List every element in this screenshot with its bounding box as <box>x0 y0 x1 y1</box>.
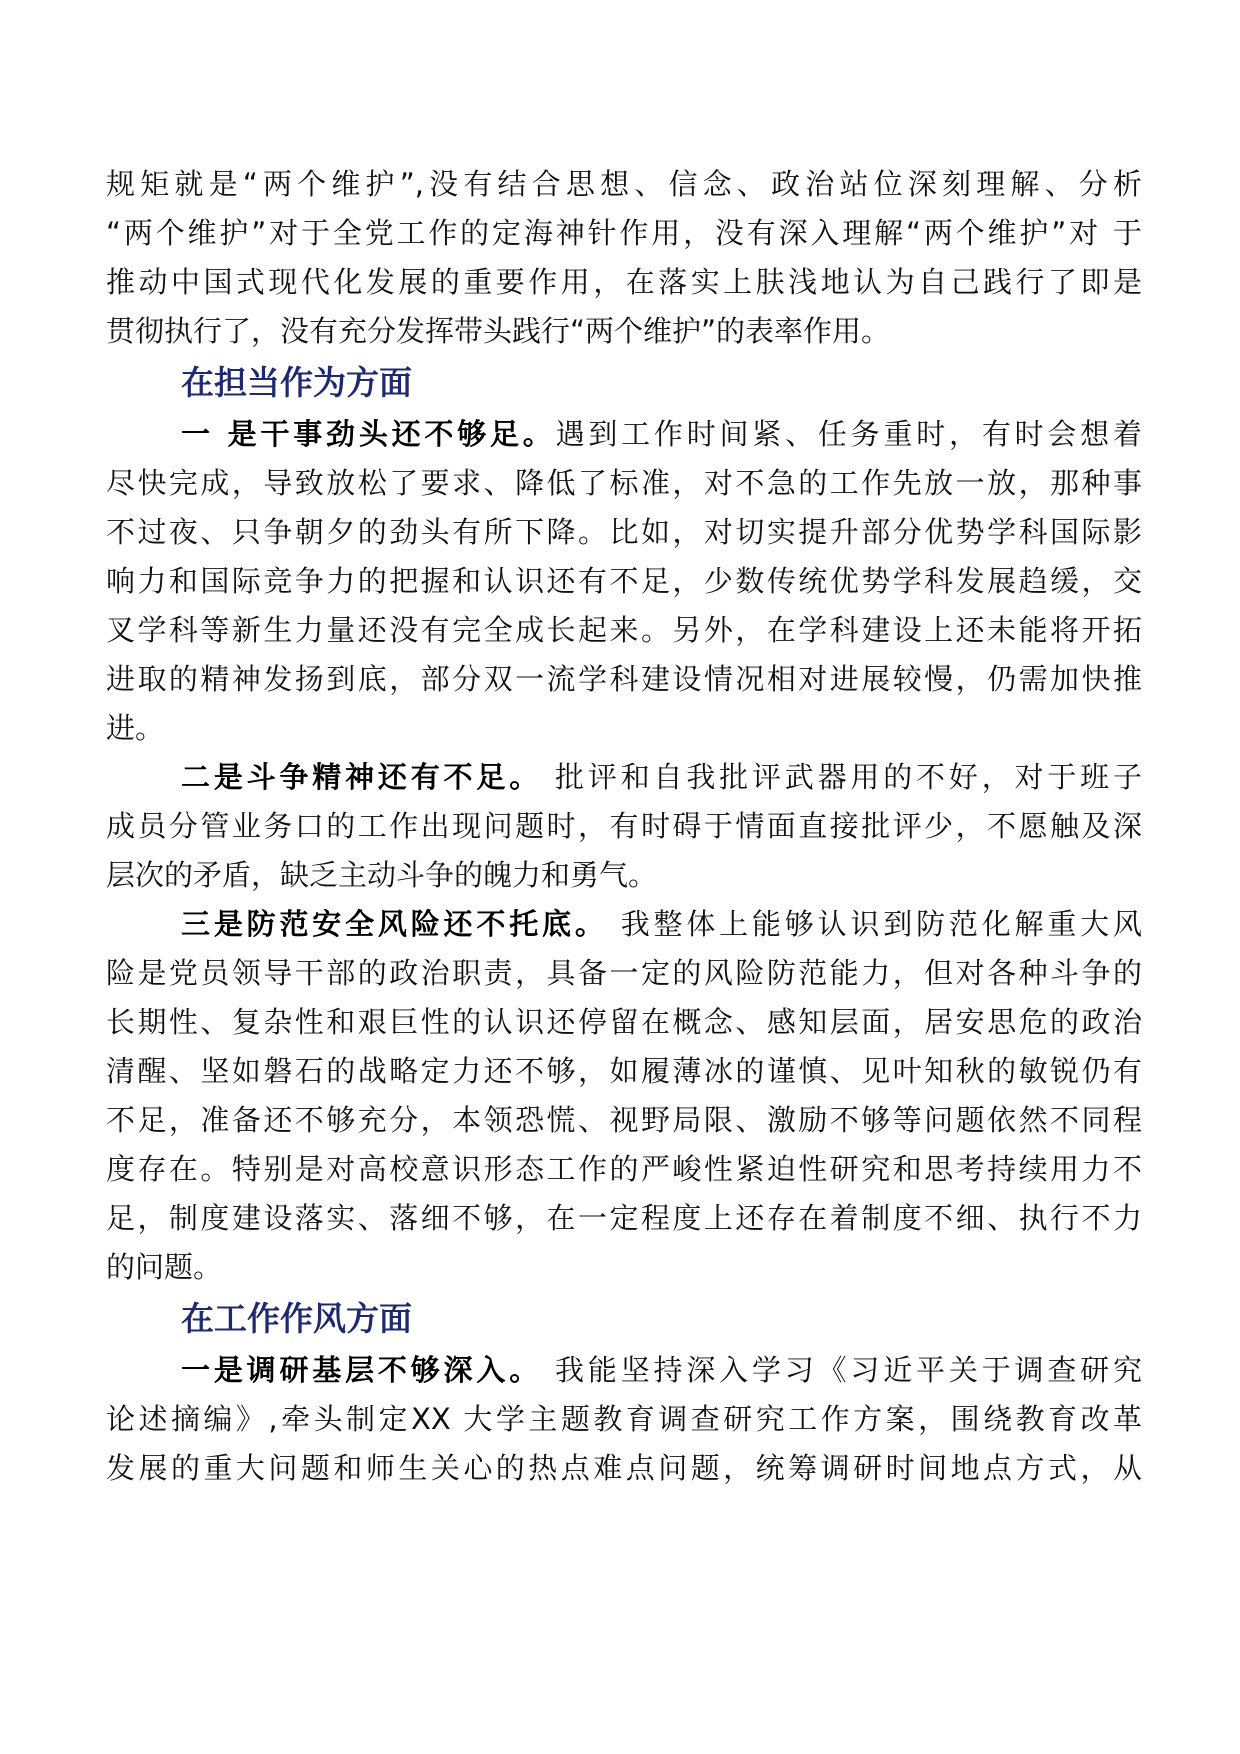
text-line: 不过夜、只争朝夕的劲头有所下降。比如，对切实提升部分优势学科国际影 <box>106 515 1142 549</box>
text-line: “两个维护”对于全党工作的定海神针作用，没有深入理解“两个维护”对 于 <box>106 216 1142 250</box>
text-line: 论述摘编》,牵头制定XX 大学主题教育调查研究工作方案，围绕教育改革 <box>106 1402 1142 1436</box>
text-line: 叉学科等新生力量还没有完全成长起来。另外，在学科建设上还未能将开拓 <box>106 613 1142 647</box>
text-line <box>106 1346 1142 1395</box>
section-heading-responsibility: 在担当作为方面 <box>181 363 412 402</box>
text-line: 尽快完成，导致放松了要求、降低了标准，对不急的工作先放一放，那种事 <box>106 466 1142 500</box>
text-line: 贯彻执行了，没有充分发挥带头践行“两个维护”的表率作用。 <box>106 314 891 348</box>
paragraph-item-struggle-spirit <box>106 753 1142 900</box>
text-line: 进。 <box>106 711 165 745</box>
paragraph-item-grassroots-research <box>106 1346 1142 1493</box>
item-text: 批评和自我批评武器用的不好，对于班子 <box>542 760 1142 794</box>
item-lead: 二是斗争精神还有不足。 <box>181 760 543 794</box>
text-line <box>106 900 1142 949</box>
text-line: 成员分管业务口的工作出现问题时，有时碍于情面直接批评少，不愿触及深 <box>106 809 1142 843</box>
text-line: 规矩就是“两个维护”,没有结合思想、信念、政治站位深刻理解、分析 <box>106 167 1142 201</box>
item-lead: 一 是干事劲头还不够足。 <box>181 417 556 451</box>
text-line: 发展的重大问题和师生关心的热点难点问题，统筹调研时间地点方式，从 <box>106 1451 1142 1485</box>
item-text: 我整体上能够认识到防范化解重大风 <box>607 907 1142 941</box>
text-line: 的问题。 <box>106 1250 223 1284</box>
text-line: 不足，准备还不够充分，本领恐慌、视野局限、激励不够等问题依然不同程 <box>106 1103 1142 1137</box>
section-heading-work-style: 在工作作风方面 <box>181 1299 412 1338</box>
text-line <box>106 410 1142 459</box>
text-line: 进取的精神发扬到底，部分双一流学科建设情况相对进展较慢，仍需加快推 <box>106 662 1142 696</box>
text-line: 度存在。特别是对高校意识形态工作的严峻性紧迫性研究和思考持续用力不 <box>106 1152 1142 1186</box>
text-line: 推动中国式现代化发展的重要作用，在落实上肤浅地认为自己践行了即是 <box>106 265 1142 299</box>
paragraph-item-security-risk <box>106 900 1142 1292</box>
document-body <box>106 160 1142 1493</box>
item-lead: 三是防范安全风险还不托底。 <box>181 907 608 941</box>
paragraph-item-work-drive <box>106 410 1142 753</box>
item-lead: 一是调研基层不够深入。 <box>181 1353 543 1387</box>
item-text: 遇到工作时间紧、任务重时，有时会想着 <box>555 417 1142 451</box>
text-line: 响力和国际竞争力的把握和认识还有不足，少数传统优势学科发展趋缓，交 <box>106 564 1142 598</box>
text-line: 足，制度建设落实、落细不够，在一定程度上还存在着制度不细、执行不力 <box>106 1201 1142 1235</box>
text-line: 险是党员领导干部的政治职责，具备一定的风险防范能力，但对各种斗争的 <box>106 956 1142 990</box>
text-line: 层次的矛盾，缺乏主动斗争的魄力和勇气。 <box>106 858 658 892</box>
text-line <box>106 753 1142 802</box>
text-line: 清醒、坚如磐石的战略定力还不够，如履薄冰的谨慎、见叶知秋的敏锐仍有 <box>106 1054 1142 1088</box>
paragraph-two-safeguards <box>106 160 1142 356</box>
text-line: 长期性、复杂性和艰巨性的认识还停留在概念、感知层面，居安思危的政治 <box>106 1005 1142 1039</box>
item-text: 我能坚持深入学习《习近平关于调查研究 <box>542 1353 1142 1387</box>
